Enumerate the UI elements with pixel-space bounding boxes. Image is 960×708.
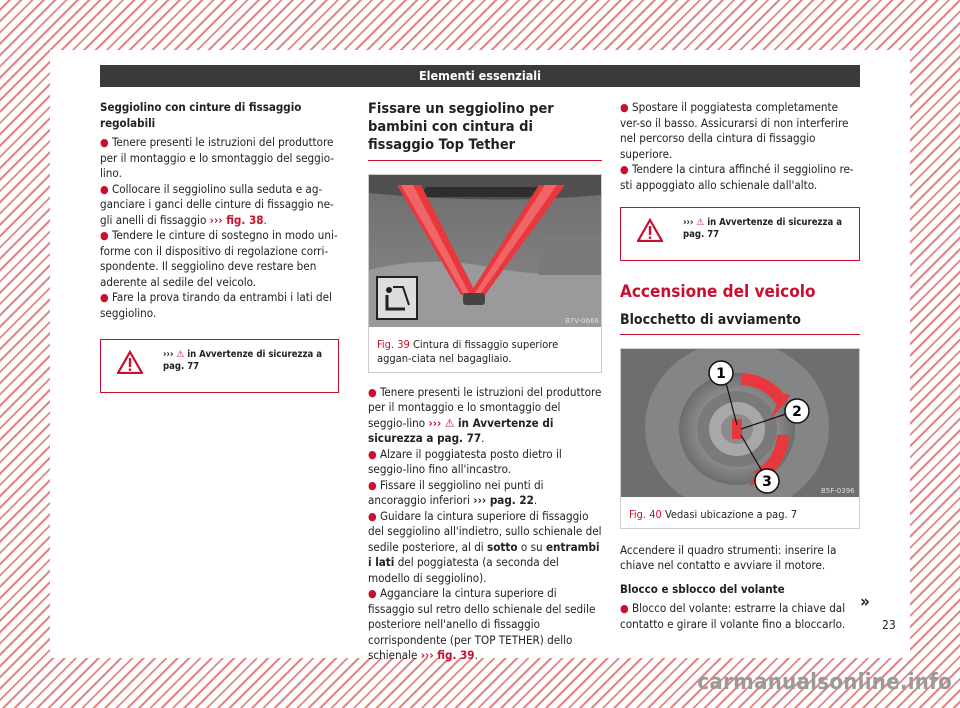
warning-icon xyxy=(117,350,143,374)
figure-39 xyxy=(368,174,602,373)
bullet-item: ● Tenere presenti le istruzioni del produttore per il montaggio e lo smontaggio del seggio-lino. xyxy=(100,135,335,180)
callout-2: 2 xyxy=(792,404,802,420)
subsection-heading: Blocchetto di avviamento xyxy=(620,313,860,336)
bullet-item: ● Agganciare la cintura superiore di fissaggio sul retro dello schienale del sedile posteriore nell'anello di fissaggio corrispondente (per TOP TETHER) dello schienale ››› fig. 39. xyxy=(368,586,596,662)
fig-reference-link[interactable]: ››› fig. 39 xyxy=(420,648,475,662)
warning-reference-link[interactable]: ››› ⚠ in Avvertenze di sicurezza a pag. 77 xyxy=(368,415,554,445)
bullet-item: ● Tendere le cinture di sostegno in modo uni-forme con il dispositivo di regolazione corri-spondente. Il seggiolino deve restare ben aderente al sedile del veicolo. xyxy=(100,228,338,289)
figure-code: B7V-0666 xyxy=(565,317,599,325)
page-header: Elementi essenziali xyxy=(100,65,860,87)
warning-reference-link[interactable]: ››› ⚠ in Avvertenze di sicurezza a pag. 77 xyxy=(683,217,842,240)
figure-caption: Fig. 39 Cintura di fissaggio superiore aggan-ciata nel bagagliaio. xyxy=(377,337,559,365)
bullet-item: ● Fissare il seggiolino nei punti di ancoraggio inferiori ››› pag. 22. xyxy=(368,477,544,507)
bullet-item: ● Spostare il poggiatesta completamente ver-so il basso. Assicurarsi di non interferire nel percorso della cintura di fissaggio superiore. xyxy=(620,100,849,161)
bullet-item: ● Collocare il seggiolino sulla seduta e ag-ganciare i ganci delle cinture di fissaggio ne-gli anelli di fissaggio ››› fig. 38. xyxy=(100,181,334,227)
watermark: carmanualsonline.info xyxy=(697,670,952,695)
subheading: Blocco e sblocco del volante xyxy=(620,581,785,596)
ignition-lock-figure xyxy=(621,349,859,497)
warning-icon xyxy=(637,218,663,242)
section-heading: Accensione del veicolo xyxy=(620,282,816,302)
warning-box xyxy=(620,207,860,261)
warning-reference-link[interactable]: ››› ⚠ in Avvertenze di sicurezza a pag. 77 xyxy=(163,349,322,372)
page-number: 23 xyxy=(882,618,896,632)
figure-code: B5F-0396 xyxy=(821,487,855,495)
bullet-item: ● Tendere la cintura affinché il seggiolino re-sti appoggiato allo schienale dall'alto. xyxy=(620,162,854,192)
page-reference-link[interactable]: ››› pag. 22 xyxy=(473,493,534,507)
callout-3: 3 xyxy=(762,474,772,490)
warning-box xyxy=(100,339,339,393)
bullet-item: ● Guidare la cintura superiore di fissaggio del seggiolino all'indietro, sullo schienale del sedile posteriore, al di sotto o su entrambi i lati del poggiatesta (a seconda del modello di seggiolino). xyxy=(368,508,602,585)
bullet-item: ● Blocco del volante: estrarre la chiave dal contatto e girare il volante fino a bloccarlo. xyxy=(620,601,846,631)
column-3 xyxy=(620,100,860,632)
figure-caption: Fig. 40 Vedasi ubicazione a pag. 7 xyxy=(629,507,798,521)
subheading: Seggiolino con cinture di fissaggio regolabili xyxy=(100,100,302,130)
paragraph: Accendere il quadro strumenti: inserire la chiave nel contatto e avviare il motore. xyxy=(620,542,837,572)
column-1 xyxy=(100,100,339,393)
bullet-item: ● Alzare il poggiatesta posto dietro il seggio-lino fino all'incastro. xyxy=(368,446,562,476)
column-2 xyxy=(368,100,602,664)
fig-reference-link[interactable]: ››› fig. 38 xyxy=(209,212,264,227)
top-tether-figure xyxy=(369,175,601,327)
continue-arrow: » xyxy=(860,592,870,612)
section-title: Fissare un seggiolino per bambini con cintura di fissaggio Top Tether xyxy=(368,100,602,161)
bullet-item: ● Tenere presenti le istruzioni del produttore per il montaggio e lo smontaggio del seggio-lino ››› ⚠ in Avvertenze di sicurezza a pag. 77. xyxy=(368,384,602,445)
callout-1: 1 xyxy=(716,366,726,382)
figure-40 xyxy=(620,348,860,529)
bullet-item: ● Fare la prova tirando da entrambi i lati del seggiolino. xyxy=(100,290,332,320)
